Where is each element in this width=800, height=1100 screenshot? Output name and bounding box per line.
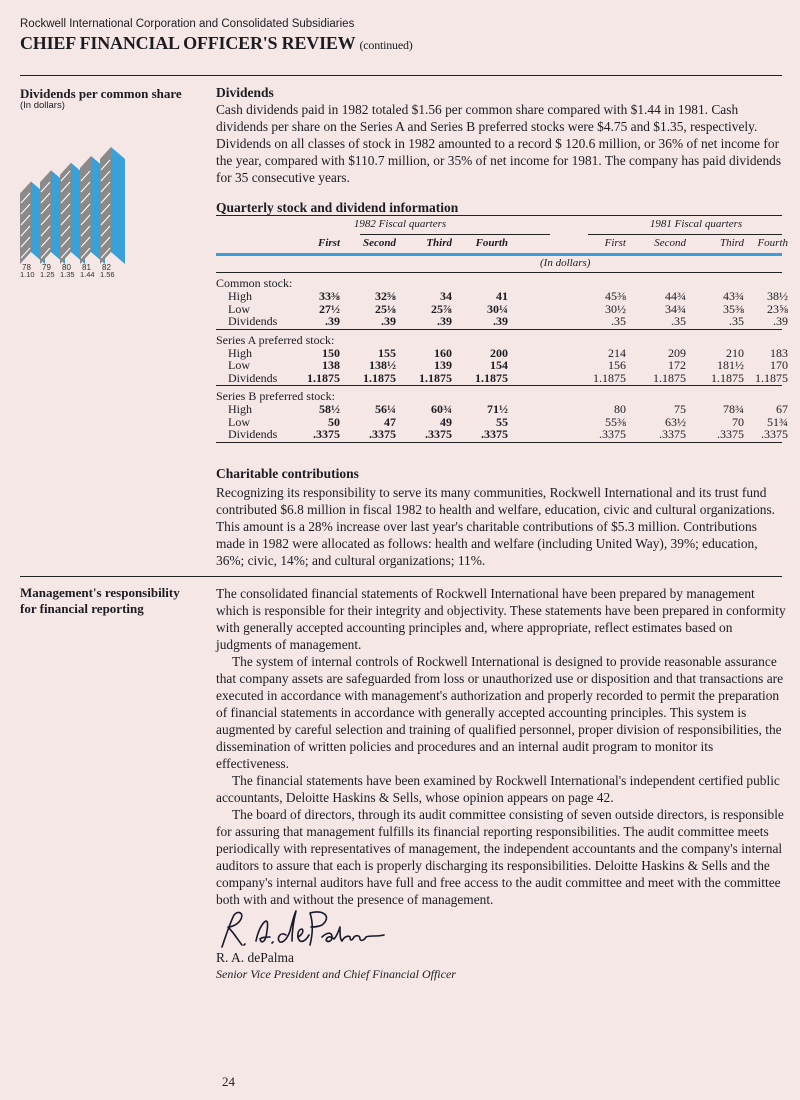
management-paragraph-1: The consolidated financial statements of Rockwell International have been prepared by management which is responsible for their integrity and objectivity. These statements have been prepared in conformity with generally accepted accounting principles and, where appropriate, reflect estimates based on judgments of management. [216, 586, 786, 652]
quarter-header-1982: Fourth [475, 237, 508, 249]
cell-1982: 34 [440, 289, 452, 303]
header-divider [20, 75, 782, 76]
bar-face [111, 147, 125, 264]
cell-1982: 1.1875 [475, 370, 508, 385]
cell-1981: .35 [671, 314, 686, 328]
dividends-chart-unit: (In dollars) [20, 100, 65, 111]
cell-1981: 34¾ [665, 301, 686, 316]
row-label: Low [228, 358, 250, 372]
cell-1982: 25⅞ [431, 301, 452, 316]
dividends-chart-title: Dividends per common share [20, 86, 182, 101]
dividends-section [216, 85, 786, 186]
dividends-bar-chart [18, 112, 198, 277]
management-sidebar-title [20, 585, 180, 617]
cell-1982: 60¾ [431, 402, 452, 416]
row-label: Dividends [228, 370, 278, 385]
cell-1982: 49 [440, 414, 452, 429]
table-row [216, 427, 788, 441]
signer-name: R. A. dePalma [216, 950, 294, 965]
cell-1982: 1.1875 [363, 370, 396, 385]
cell-1981: 70 [732, 414, 744, 429]
section-label-text: Series B preferred stock: [216, 389, 335, 403]
cell-1982: 56¼ [375, 402, 396, 416]
cell-1982: 160 [434, 345, 452, 360]
cell-1981: 181½ [717, 358, 744, 372]
cell-1981: 75 [674, 402, 686, 416]
row-label: High [228, 289, 252, 303]
cell-1981: 55⅜ [605, 414, 626, 429]
cell-1982: 32⅝ [375, 289, 396, 303]
cell-1982: 30¼ [487, 301, 508, 316]
table-section-label [216, 276, 782, 290]
cell-1981: 78¾ [723, 402, 744, 416]
cell-1981: 1.1875 [711, 370, 744, 385]
management-section [216, 585, 786, 908]
table-accent-rule [216, 253, 782, 256]
quarter-header-1982: Third [426, 237, 452, 249]
x-tick-label: 82 [102, 263, 111, 272]
group-1981-rule [588, 234, 782, 235]
dividends-body: Cash dividends paid in 1982 totaled $1.56 per common share compared with $1.44 in 1981. Cash dividends per share on the Series A and Series B preferred stocks were $4.75 and $1.35, respectively. Dividends on all classes of stock in 1982 amounted to a record $ 120.6 million, or 36% of net income for the year, compared with $110.7 million, or 35% of net income for 1981. The company has paid dividends for 35 consecutive years. [216, 102, 782, 185]
cell-1982: 150 [322, 345, 340, 360]
cell-1982: 58½ [319, 402, 340, 416]
quarter-header-1982: Second [363, 237, 396, 249]
x-tick-label: 78 [22, 263, 31, 272]
value-label: 1.56 [100, 270, 115, 277]
cell-1981: 1.1875 [653, 370, 686, 385]
cell-1981: .3375 [761, 427, 788, 441]
quarter-header-1981: Second [654, 237, 686, 249]
row-label: Low [228, 414, 250, 429]
cell-1982: .3375 [425, 427, 452, 441]
bar-82 [100, 147, 125, 264]
cell-1981: 214 [608, 345, 626, 360]
page-title-text: CHIEF FINANCIAL OFFICER'S REVIEW [20, 33, 356, 53]
cell-1982: 25⅛ [375, 301, 396, 316]
cell-1981: .35 [611, 314, 626, 328]
cell-1982: 27½ [319, 301, 340, 316]
cell-1982: 71½ [487, 402, 508, 416]
signature-image [214, 907, 404, 951]
row-label: High [228, 402, 252, 416]
cell-1982: 47 [384, 414, 396, 429]
cell-1981: .3375 [717, 427, 744, 441]
bar-side [40, 170, 51, 264]
page-number: 24 [222, 1074, 235, 1089]
value-label: 1.25 [40, 270, 55, 277]
cell-1982: .3375 [369, 427, 396, 441]
table-section-label [216, 389, 782, 403]
continued-label: (continued) [359, 38, 413, 52]
table-row [216, 370, 788, 385]
quarter-header-1981: First [604, 237, 626, 249]
cell-1981: 172 [668, 358, 686, 372]
signer-title: Senior Vice President and Chief Financial Officer [216, 967, 456, 981]
cell-1981: 156 [608, 358, 626, 372]
cell-1981: 1.1875 [755, 370, 788, 385]
cell-1982: 154 [490, 358, 508, 372]
charity-body: Recognizing its responsibility to serve its many communities, Rockwell International and its trust fund contributed $6.8 million in fiscal 1982 to health and welfare, education, civic and cultural organizations. This amount is a 28% increase over last year's charitable contributions of $5.3 million. Contributions made in 1982 were allocated as follows: health and welfare (including United Way), 39%; education, 36%; civic, 14%; and cultural organizations; 11%. [216, 485, 776, 568]
cell-1982: .39 [437, 314, 452, 328]
cell-1982: .39 [325, 314, 340, 328]
cell-1982: 138 [322, 358, 340, 372]
cell-1981: 1.1875 [593, 370, 626, 385]
management-paragraph-4: The board of directors, through its audit committee consisting of seven outside directors, is responsible for assuring that management fulfills its financial reporting responsibilities. The audit committee meets periodically with representatives of management, the independent accountants and the company's internal auditors to assure that each is properly discharging its responsibilities. Deloitte Haskins & Sells and the company's internal auditors have full and free access to the audit committee and meet with the committee both with and without the presence of management. [216, 807, 784, 907]
x-tick-label: 80 [62, 263, 71, 272]
cell-1981: 210 [726, 345, 744, 360]
x-tick-label: 81 [82, 263, 91, 272]
value-label: 1.44 [80, 270, 95, 277]
dividends-heading: Dividends [216, 85, 274, 100]
table-rule [216, 272, 782, 273]
quarterly-title-rule [216, 215, 782, 216]
cell-1982: 138½ [369, 358, 396, 372]
section-label-text: Common stock: [216, 276, 293, 290]
row-label: Dividends [228, 427, 278, 441]
cell-1981: 23⅝ [767, 301, 788, 316]
cell-1982: .3375 [481, 427, 508, 441]
quarter-header-1981: Fourth [757, 237, 788, 249]
charity-heading: Charitable contributions [216, 466, 359, 481]
table-row [216, 314, 788, 328]
group-1981-label: 1981 Fiscal quarters [649, 218, 743, 230]
value-label: 1.35 [60, 270, 75, 277]
management-title-line2: for financial reporting [20, 601, 144, 616]
quarter-header-1981: Third [719, 237, 744, 249]
row-label: Dividends [228, 314, 278, 328]
cell-1982: .3375 [313, 427, 340, 441]
cell-1981: .3375 [599, 427, 626, 441]
cell-1981: 44¾ [665, 289, 686, 303]
cell-1982: .39 [381, 314, 396, 328]
cell-1982: 200 [490, 345, 508, 360]
group-1982-rule [360, 234, 550, 235]
cell-1981: 80 [614, 402, 626, 416]
cell-1981: 43¾ [723, 289, 744, 303]
management-divider [20, 576, 782, 577]
cell-1981: .35 [729, 314, 744, 328]
group-1982-label: 1982 Fiscal quarters [353, 218, 447, 230]
cell-1981: 67 [776, 402, 788, 416]
cell-1981: .39 [773, 314, 788, 328]
table-section-label [216, 333, 782, 347]
quarterly-table-title: Quarterly stock and dividend information [216, 200, 459, 215]
cell-1982: 139 [434, 358, 452, 372]
cell-1982: 50 [328, 414, 340, 429]
cell-1981: 63½ [665, 414, 686, 429]
cell-1981: 45⅜ [605, 289, 626, 303]
management-paragraph-2: The system of internal controls of Rockwell International is designed to provide reasonable assurance that company assets are safeguarded from loss or unauthorized use or disposition and that transactions are executed in accordance with management's authorization and properly recorded to permit the preparation of financial statements in accordance with generally accepted accounting principles. This system is augmented by careful selection and training of qualified personnel, proper division of responsibilities, the dissemination of written policies and procedures and an internal audit program to monitor its effectiveness. [216, 654, 784, 771]
cell-1982: 1.1875 [419, 370, 452, 385]
cell-1981: 51¾ [767, 414, 788, 429]
cell-1981: 38½ [767, 289, 788, 303]
corporation-line: Rockwell International Corporation and Consolidated Subsidiaries [20, 18, 355, 30]
cell-1981: 183 [770, 345, 788, 360]
cell-1981: 170 [770, 358, 788, 372]
cell-1981: 209 [668, 345, 686, 360]
table-rule [216, 329, 782, 330]
cell-1982: 55 [496, 414, 508, 429]
row-label: Low [228, 301, 250, 316]
table-unit-label: (In dollars) [540, 257, 591, 269]
cell-1982: 1.1875 [307, 370, 340, 385]
cell-1981: .3375 [659, 427, 686, 441]
table-rule [216, 385, 782, 386]
row-label: High [228, 345, 252, 360]
cell-1982: .39 [493, 314, 508, 328]
page-title [20, 33, 413, 54]
management-paragraph-3: The financial statements have been examined by Rockwell International's independent certified public accountants, Deloitte Haskins & Sells, whose opinion appears on page 42. [216, 773, 780, 805]
x-tick-label: 79 [42, 263, 51, 272]
cell-1982: 33⅜ [319, 289, 340, 303]
cell-1982: 41 [496, 289, 508, 303]
quarter-header-1982: First [317, 237, 340, 249]
management-title-line1: Management's responsibility [20, 585, 180, 600]
value-label: 1.10 [20, 270, 35, 277]
section-label-text: Series A preferred stock: [216, 332, 335, 347]
cell-1982: 155 [378, 345, 396, 360]
cell-1981: 30½ [605, 301, 626, 316]
table-rule [216, 442, 782, 443]
cell-1981: 35⅜ [723, 301, 744, 316]
